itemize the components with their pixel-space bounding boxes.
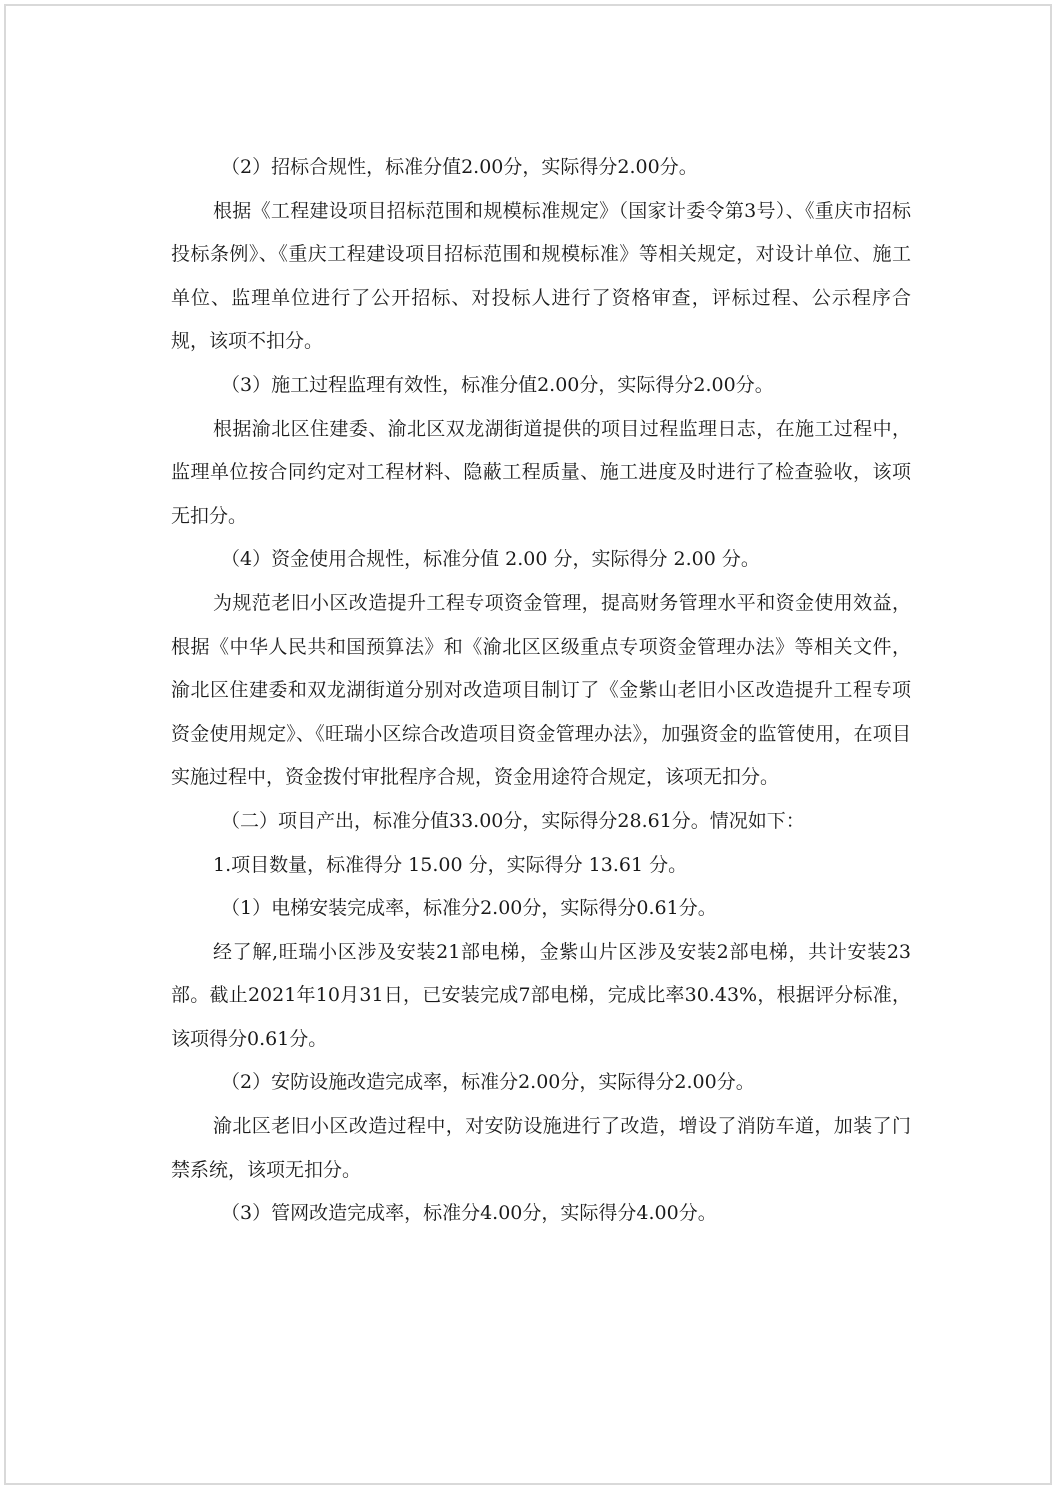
paragraph-security-heading: （2）安防设施改造完成率，标准分2.00分，实际得分2.00分。 <box>221 1071 755 1094</box>
paragraph-tender-compliance-body: 根据《工程建设项目招标范围和规模标准规定》（国家计委令第3号）、《重庆市招标投标条例》、《重庆工程建设项目招标范围和规模标准》等相关规定，对设计单位、施工单位、监理单位进行了公开招标、对投标人进行了资格审查，评标过程、公示程序合规，该项不扣分。 <box>171 199 911 353</box>
paragraph-elevator-heading: （1）电梯安装完成率，标准分2.00分，实际得分0.61分。 <box>221 897 717 920</box>
paragraph-supervision-body: 根据渝北区住建委、渝北区双龙湖街道提供的项目过程监理日志，在施工过程中，监理单位按合同约定对工程材料、隐蔽工程质量、施工进度及时进行了检查验收，该项无扣分。 <box>171 417 911 527</box>
paragraph-pipe-network-heading: （3）管网改造完成率，标准分4.00分，实际得分4.00分。 <box>221 1202 717 1225</box>
paragraph-fund-compliance-heading: （4）资金使用合规性，标准分值 2.00 分，实际得分 2.00 分。 <box>221 548 760 571</box>
paragraph-fund-compliance-body: 为规范老旧小区改造提升工程专项资金管理，提高财务管理水平和资金使用效益，根据《中华人民共和国预算法》和《渝北区区级重点专项资金管理办法》等相关文件，渝北区住建委和双龙湖街道分别对改造项目制订了《金紫山老旧小区改造提升工程专项资金使用规定》、《旺瑞小区综合改造项目资金管理办法》，加强资金的监管使用，在项目实施过程中，资金拨付审批程序合规，资金用途符合规定，该项无扣分。 <box>171 591 911 789</box>
paragraph-security-body: 渝北区老旧小区改造过程中，对安防设施进行了改造，增设了消防车道，加装了门禁系统，该项无扣分。 <box>171 1115 911 1181</box>
document-page <box>4 4 1052 1485</box>
paragraph-tender-compliance-heading: （2）招标合规性，标准分值2.00分，实际得分2.00分。 <box>221 156 698 178</box>
paragraph-project-quantity: 1.项目数量，标准得分 15.00 分，实际得分 13.61 分。 <box>213 853 688 876</box>
paragraph-supervision-heading: （3）施工过程监理有效性，标准分值2.00分，实际得分2.00分。 <box>221 373 774 396</box>
paragraph-elevator-body: 经了解,旺瑞小区涉及安装21部电梯，金紫山片区涉及安装2部电梯，共计安装23部。截止2021年10月31日，已安装完成7部电梯，完成比率30.43%，根据评分标准，该项得分0.61分。 <box>171 940 911 1050</box>
paragraph-project-output-heading: （二）项目产出，标准分值33.00分，实际得分28.61分。情况如下： <box>221 809 805 832</box>
document-body <box>171 146 911 1236</box>
